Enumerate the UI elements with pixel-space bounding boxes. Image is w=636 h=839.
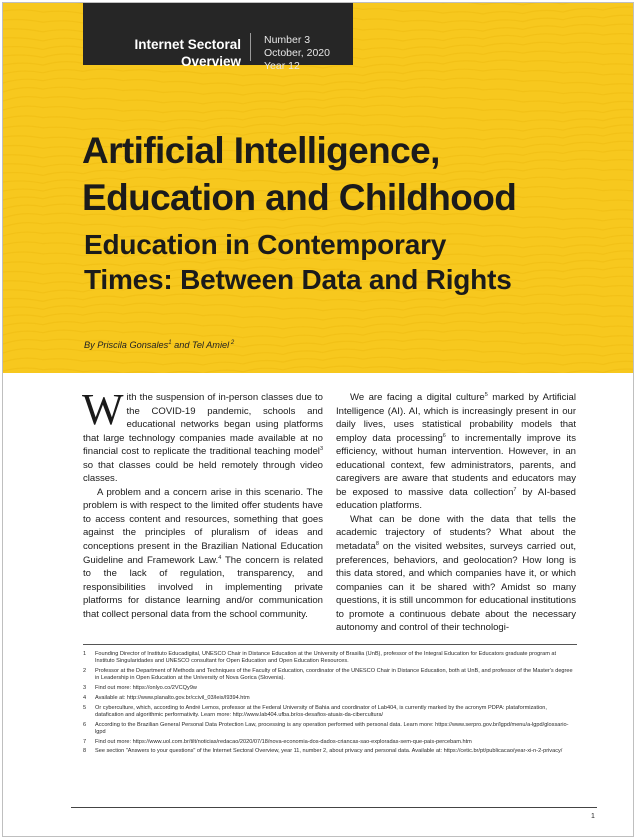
paragraph <box>82 385 323 486</box>
author-name: Tel Amiel <box>192 340 230 351</box>
footnote-text: According to the Brazilian General Personal Data Protection Law, processing is any operation performed with personal data. Learn more: https://www.serpro.gov.br/lgpd/menu/a-lgpd/glossario-lgpd <box>95 721 569 735</box>
paragraph-text: A problem and a concern arise in this scenario. The problem is with respect to the limited offer students have to access content and resources, something that goes against the principles of pluralism of ideas and conceptions present in the Brazilian National Education Guideline and Framework Law. <box>83 486 323 566</box>
footnote-text: Available at: http://www.planalto.gov.br/ccivil_03/leis/l9394.htm <box>95 694 250 701</box>
footnote-ref: 3 <box>319 446 323 453</box>
footnote-text: Founding Director of Instituto Educadigital, UNESCO Chair in Distance Education at the University of Brasilia (UnB), professor of the Integral Education for Educators graduate program at Instituto Singularidades and UNESCO consultant for Open Education and Open Education Resources. <box>95 651 557 665</box>
article-subtitle <box>84 227 624 297</box>
paragraph-text: marked by Artificial Intelligence (AI). AI, which is increasingly present in our daily lives, uses statistical probability models that employ data processing <box>336 392 576 444</box>
paragraph-text: What can be done with the data that tells the academic trajectory of students? What about the metadata <box>336 513 576 553</box>
footnote-number: 4 <box>83 694 87 701</box>
footnote-ref: 1 <box>168 340 172 346</box>
footnote <box>83 705 577 719</box>
footnote-number: 1 <box>83 651 87 657</box>
issue-year: Year 12 <box>264 60 300 72</box>
issue-number: Number 3 <box>264 34 311 46</box>
paragraph-text: We are facing a digital culture <box>350 392 485 403</box>
footnote <box>83 685 577 692</box>
footnote-number: 2 <box>83 668 87 674</box>
author-byline <box>84 340 234 350</box>
article-title <box>82 127 622 221</box>
footnote <box>83 668 577 682</box>
footnote-text: Find out more: https://onlyo.co/2VCQy9w <box>95 685 197 691</box>
paragraph-text: ith the suspension of in-person classes due to the COVID-19 pandemic, schools and educational networks began using platforms that large technology companies made available at no financial cost to replicate the traditional teaching model <box>83 392 323 458</box>
footnote-number: 8 <box>83 748 87 755</box>
footnote-number: 7 <box>83 738 87 745</box>
document-page <box>2 2 634 837</box>
footnote-text: Find out more: https://www.uol.com.br/tilt/noticias/redacao/2020/07/18/nova-economia-dos-dados-criancas-sao-exploradas-sem-que-pais-percebam.htm <box>95 738 472 745</box>
footnote-number: 6 <box>83 721 87 728</box>
footnote <box>83 695 577 702</box>
paragraph-text: to incrementally improve its efficiency, without human intervention. However, in an educational context, few administrators, parents, and caregivers are aware that students and educators may be exposed to massive data collection <box>336 432 576 498</box>
paragraph-text: so that classes could be held remotely through video classes. <box>83 459 323 485</box>
footnote-ref: 6 <box>442 432 446 439</box>
footnotes <box>83 651 577 758</box>
footnote-ref: 2 <box>229 340 235 346</box>
header-banner <box>3 3 633 373</box>
paragraph <box>336 391 576 513</box>
publication-name-line2: Overview <box>180 54 241 69</box>
byline-prefix: By <box>84 340 98 351</box>
paragraph-text: The concern is related to the lack of regulation, transparency, and responsibilities involved in implementing private platforms for distance learning and/or communication that collect personal data from the school community. <box>83 554 323 620</box>
body-column-left <box>82 385 323 621</box>
paragraph <box>83 486 323 621</box>
footnote-text: Professor at the Department of Methods and Techniques of the Faculty of Education, coordinator of the UNESCO Chair in Distance Education, both at UnB, and professor of the Master's degree in Leadership in Open Education at the University of Nova Gorica (Slovenia). <box>95 668 573 682</box>
footnote-ref: 5 <box>484 391 488 398</box>
footnote-number: 5 <box>83 704 87 711</box>
footnote-text: Or cyberculture, which, according to André Lemos, professor at the Federal University of Bahia and coordinator of Lab404, is currently marked by the acronym PDPA: plataformization, datafication and algorithmic performativity. Learn more: http://www.lab404.ufba.br/os-desafios-atuais-da-cibercultura/ <box>95 704 547 718</box>
article-subtitle-line1: Education in Contemporary <box>84 229 447 260</box>
footnote <box>83 748 577 755</box>
body-column-right <box>336 391 576 635</box>
footnote <box>83 739 577 746</box>
paragraph <box>336 513 576 635</box>
article-title-line1: Artificial Intelligence, <box>82 130 440 171</box>
issue-date: October, 2020 <box>264 47 330 59</box>
footnote-ref: 4 <box>218 554 222 561</box>
badge-divider <box>250 33 251 61</box>
page-bottom-rule <box>71 807 597 808</box>
article-title-line2: Education and Childhood <box>82 177 517 218</box>
byline-conjunction: and <box>171 340 193 351</box>
paragraph-text: on the visited websites, surveys carried out, preferences, behaviors, and geolocation? How long is this data stored, and which companies have it, or which companies can it be shared with? Amidst so many questions, it is still uncommon for educational institutions to promote a continuous debate about the necessary autonomy and control of their technologi- <box>336 541 576 634</box>
publication-name-line1: Internet Sectoral <box>134 37 241 52</box>
page-number: 1 <box>591 813 595 820</box>
issue-info <box>264 34 330 73</box>
footnote-divider <box>83 644 577 645</box>
footnote-ref: 7 <box>513 486 517 493</box>
publication-name <box>93 36 241 70</box>
footnote-number: 3 <box>83 685 87 691</box>
footnote-ref: 8 <box>375 540 379 547</box>
footnote <box>83 651 577 665</box>
footnote <box>83 722 577 736</box>
article-subtitle-line2: Times: Between Data and Rights <box>84 264 512 295</box>
paragraph-text: by AI-based education platforms. <box>336 486 576 512</box>
author-name: Priscila Gonsales <box>97 340 169 351</box>
footnote-text: See section "Answers to your questions" of the Internet Sectoral Overview, year 11, number 2, about privacy and personal data. Available at: https://cetic.br/pt/publicacao/year-xi-n-2-privacy/ <box>95 748 563 755</box>
drop-cap: W <box>82 385 124 434</box>
publication-badge <box>83 3 353 72</box>
